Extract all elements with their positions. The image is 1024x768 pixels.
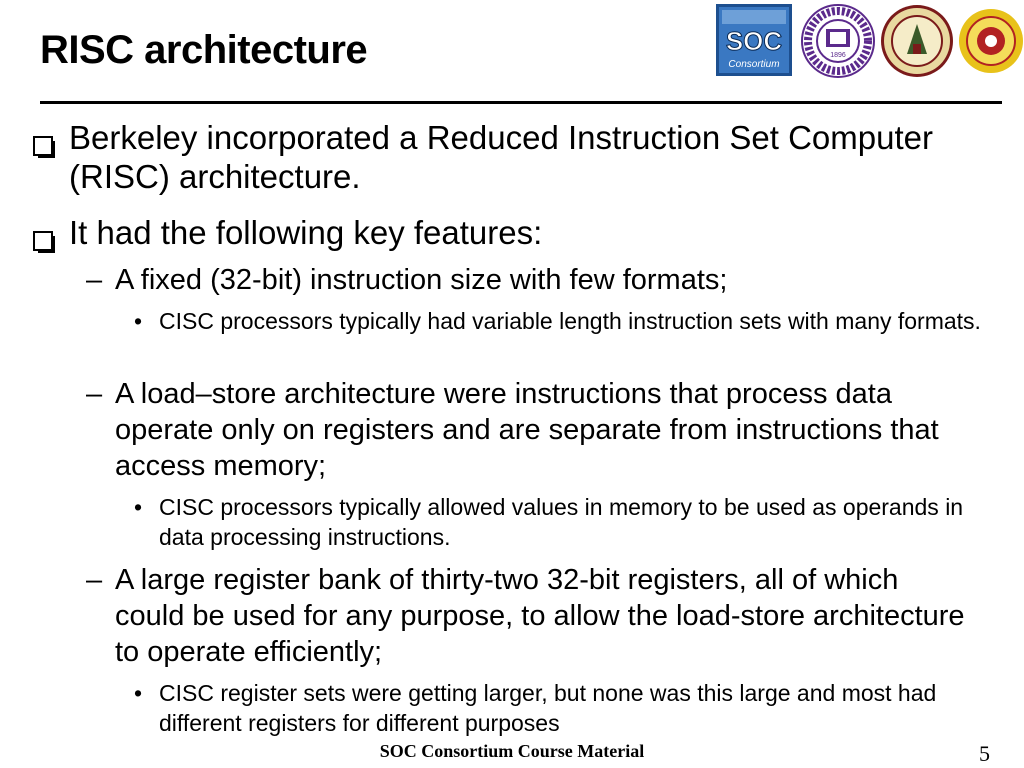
- checkbox-bullet-icon: [33, 222, 55, 244]
- soc-logo-text: SOC: [725, 26, 783, 56]
- university-seal-gold: [880, 4, 954, 78]
- feature-text: A fixed (32-bit) instruction size with few formats;: [115, 264, 728, 296]
- title-divider: [40, 101, 1002, 104]
- feature-note-text: CISC processors typically allowed values in memory to be used as operands in data processing instructions.: [159, 494, 964, 550]
- feature-text: A load–store architecture were instructions that process data operate only on registers and are separate from instructions that access memory;: [115, 378, 939, 482]
- dash-bullet: –: [86, 564, 103, 596]
- page-number: 5: [979, 741, 990, 766]
- bullet-text: Berkeley incorporated a Reduced Instruction Set Computer (RISC) architecture.: [69, 119, 933, 195]
- seal-year-text: 1896: [830, 52, 846, 59]
- slide-title: RISC architecture: [40, 28, 368, 72]
- dot-bullet: •: [134, 680, 143, 706]
- feature-note-text: CISC processors typically had variable length instruction sets with many formats.: [159, 308, 981, 334]
- dot-bullet: •: [134, 494, 143, 520]
- university-seal-purple: [801, 4, 875, 78]
- soc-consortium-logo: [716, 4, 792, 76]
- university-seal-red: [958, 4, 1024, 78]
- feature-text: A large register bank of thirty-two 32-bit registers, all of which could be used for any purpose, to allow the load-store architecture to operate efficiently;: [115, 564, 965, 668]
- dash-bullet: –: [86, 264, 103, 296]
- bullet-text: It had the following key features:: [69, 214, 543, 251]
- slide-footer: SOC Consortium Course Material: [379, 741, 645, 761]
- checkbox-bullet-icon: [33, 127, 55, 149]
- dot-bullet: •: [134, 308, 143, 334]
- soc-logo-subtext: Consortium: [728, 59, 780, 70]
- dash-bullet: –: [86, 378, 103, 410]
- feature-note-text: CISC register sets were getting larger, but none was this large and most had different registers for different purposes: [159, 680, 937, 736]
